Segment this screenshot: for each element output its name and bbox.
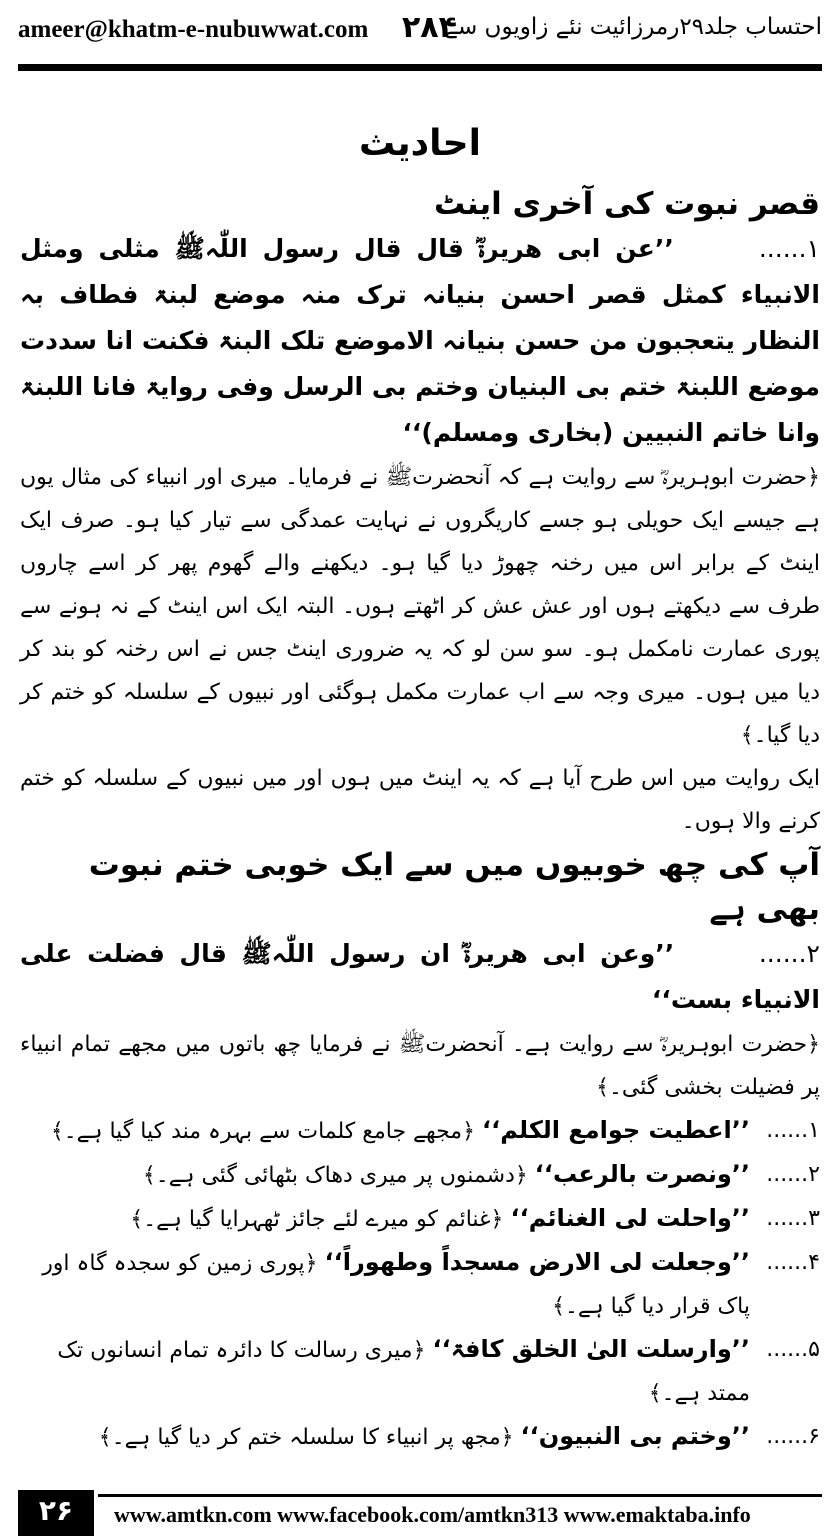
list-item-number: ۶......	[766, 1424, 820, 1449]
page-header	[18, 10, 822, 54]
list-item-text	[20, 1153, 750, 1197]
header-rule	[18, 64, 822, 71]
list-item-arabic: ’’وارسلت الیٰ الخلق کافۃ‘‘	[432, 1335, 750, 1363]
list-item-arabic: ’’واحلت لی الغنائم‘‘	[510, 1204, 750, 1232]
virtues-list	[20, 1109, 820, 1459]
list-item	[20, 1241, 820, 1328]
footer-rule	[98, 1494, 822, 1497]
list-item	[20, 1153, 820, 1197]
section-heading-2: آپ کی چھ خوبیوں میں سے ایک خوبی ختم نبوت بھی ہے	[88, 847, 820, 927]
list-item	[20, 1197, 820, 1241]
hadith-2-translation: ﴿حضرت ابوہریرہؓ سے روایت ہے۔ آنحضرتﷺ نے فرمایا چھ باتوں میں مجھے تمام انبیاء پر فضیلت بخشی گئی۔﴾	[20, 1032, 820, 1100]
hadith-1-translation: ﴿حضرت ابوہریرہؓ سے روایت ہے کہ آنحضرتﷺ نے فرمایا۔ میری اور انبیاء کی مثال یوں ہے جیسے ایک حویلی ہو جسے کاریگروں نے نہایت عمدگی سے تیار کیا ہو۔ صرف ایک اینٹ کے برابر اس میں رخنہ چھوڑ دیا گیا ہو۔ دیکھنے والے گھوم پھر کر اسے چاروں طرف سے دیکھتے ہوں اور عش عش کر اٹھتے ہوں۔ البتہ ایک اس اینٹ کے نہ ہونے سے پوری عمارت نامکمل ہو۔ سو سن لو کہ یہ ضروری اینٹ جس نے اس رخنہ کو بند کر دیا میں ہوں۔ میری وجہ سے اب عمارت مکمل ہوگئی اور نبیوں کے سلسلہ کو ختم کر دیا گیا۔﴾	[20, 465, 820, 748]
header-running-title: احتساب جلد۲۹رمرزائیت نئے زاویوں سے	[444, 14, 822, 40]
hadith-2-arabic-text: ’’وعن ابی ھریرۃؓ ان رسول اللّٰہﷺ قال فضلت علی الانبیاء بست‘‘	[20, 939, 820, 1014]
list-item-text	[20, 1328, 750, 1415]
list-item-number: ۴......	[766, 1250, 820, 1275]
hadith-1-note: ایک روایت میں اس طرح آیا ہے کہ یہ اینٹ میں ہوں اور میں نبیوں کے سلسلہ کو ختم کرنے والا ہوں۔	[20, 766, 820, 834]
page-content	[20, 120, 820, 1459]
footer-links[interactable]: www.amtkn.com www.facebook.com/amtkn313 www.emaktaba.info	[114, 1502, 751, 1527]
list-item-urdu: ﴿دشمنوں پر میری دھاک بٹھائی گئی ہے۔﴾	[142, 1163, 528, 1188]
header-page-number: ۲۸۴	[402, 10, 457, 45]
list-item-arabic: ’’وختم بی النبیون‘‘	[520, 1422, 750, 1450]
section-heading-1: قصر نبوت کی آخری اینٹ	[434, 186, 820, 222]
list-item-number: ۱......	[766, 1118, 820, 1143]
list-item	[20, 1328, 820, 1415]
list-item-number: ۳......	[766, 1206, 820, 1231]
list-item-urdu: ﴿میری رسالت کا دائرہ تمام انسانوں تک ممتد ہے۔﴾	[57, 1338, 750, 1406]
hadith-1-arabic	[20, 226, 820, 456]
list-item-arabic: ’’وجعلت لی الارض مسجداً وطھوراً‘‘	[324, 1248, 750, 1276]
list-item-urdu: ﴿پوری زمین کو سجدہ گاہ اور پاک قرار دیا گیا ہے۔﴾	[42, 1251, 750, 1319]
list-item-urdu: ﴿غنائم کو میرے لئے جائز ٹھہرایا گیا ہے۔﴾	[130, 1207, 504, 1232]
list-item-number: ۲......	[766, 1162, 820, 1187]
list-item-urdu: ﴿مجھ پر انبیاء کا سلسلہ ختم کر دیا گیا ہے۔﴾	[98, 1425, 514, 1450]
list-item	[20, 1109, 820, 1153]
list-item-text	[20, 1415, 750, 1459]
page-title: احادیث	[359, 123, 481, 164]
list-item-text	[20, 1241, 750, 1328]
list-item-arabic: ’’ونصرت بالرعب‘‘	[534, 1160, 750, 1188]
list-item-text	[20, 1109, 750, 1153]
page-footer	[18, 1490, 822, 1536]
footer-page-number: ۲۶	[18, 1490, 94, 1536]
header-email: ameer@khatm-e-nubuwwat.com	[18, 16, 369, 43]
hadith-1-arabic-text: ’’عن ابی ھریرۃؓ قال قال رسول اللّٰہﷺ مثلی ومثل الانبیاء کمثل قصر احسن بنیانہ ترک منہ موضع لبنۃ فطاف بہ النظار یتعجبون من حسن بنیانہ الاموضع تلک البنۃ فکنت انا سددت موضع اللبنۃ ختم بی البنیان وختم بی الرسل وفی روایۃ فانا اللبنۃ وانا خاتم النبیین (بخاری ومسلم)‘‘	[20, 234, 820, 447]
hadith-2-number: ۲......	[758, 939, 820, 968]
list-item-text	[20, 1197, 750, 1241]
list-item-urdu: ﴿مجھے جامع کلمات سے بہرہ مند کیا گیا ہے۔﴾	[50, 1119, 475, 1144]
list-item-arabic: ’’اعطیت جوامع الکلم‘‘	[481, 1116, 750, 1144]
list-item-number: ۵......	[766, 1337, 820, 1362]
hadith-2-arabic	[20, 931, 820, 1023]
list-item	[20, 1415, 820, 1459]
hadith-1-number: ۱......	[758, 234, 820, 263]
